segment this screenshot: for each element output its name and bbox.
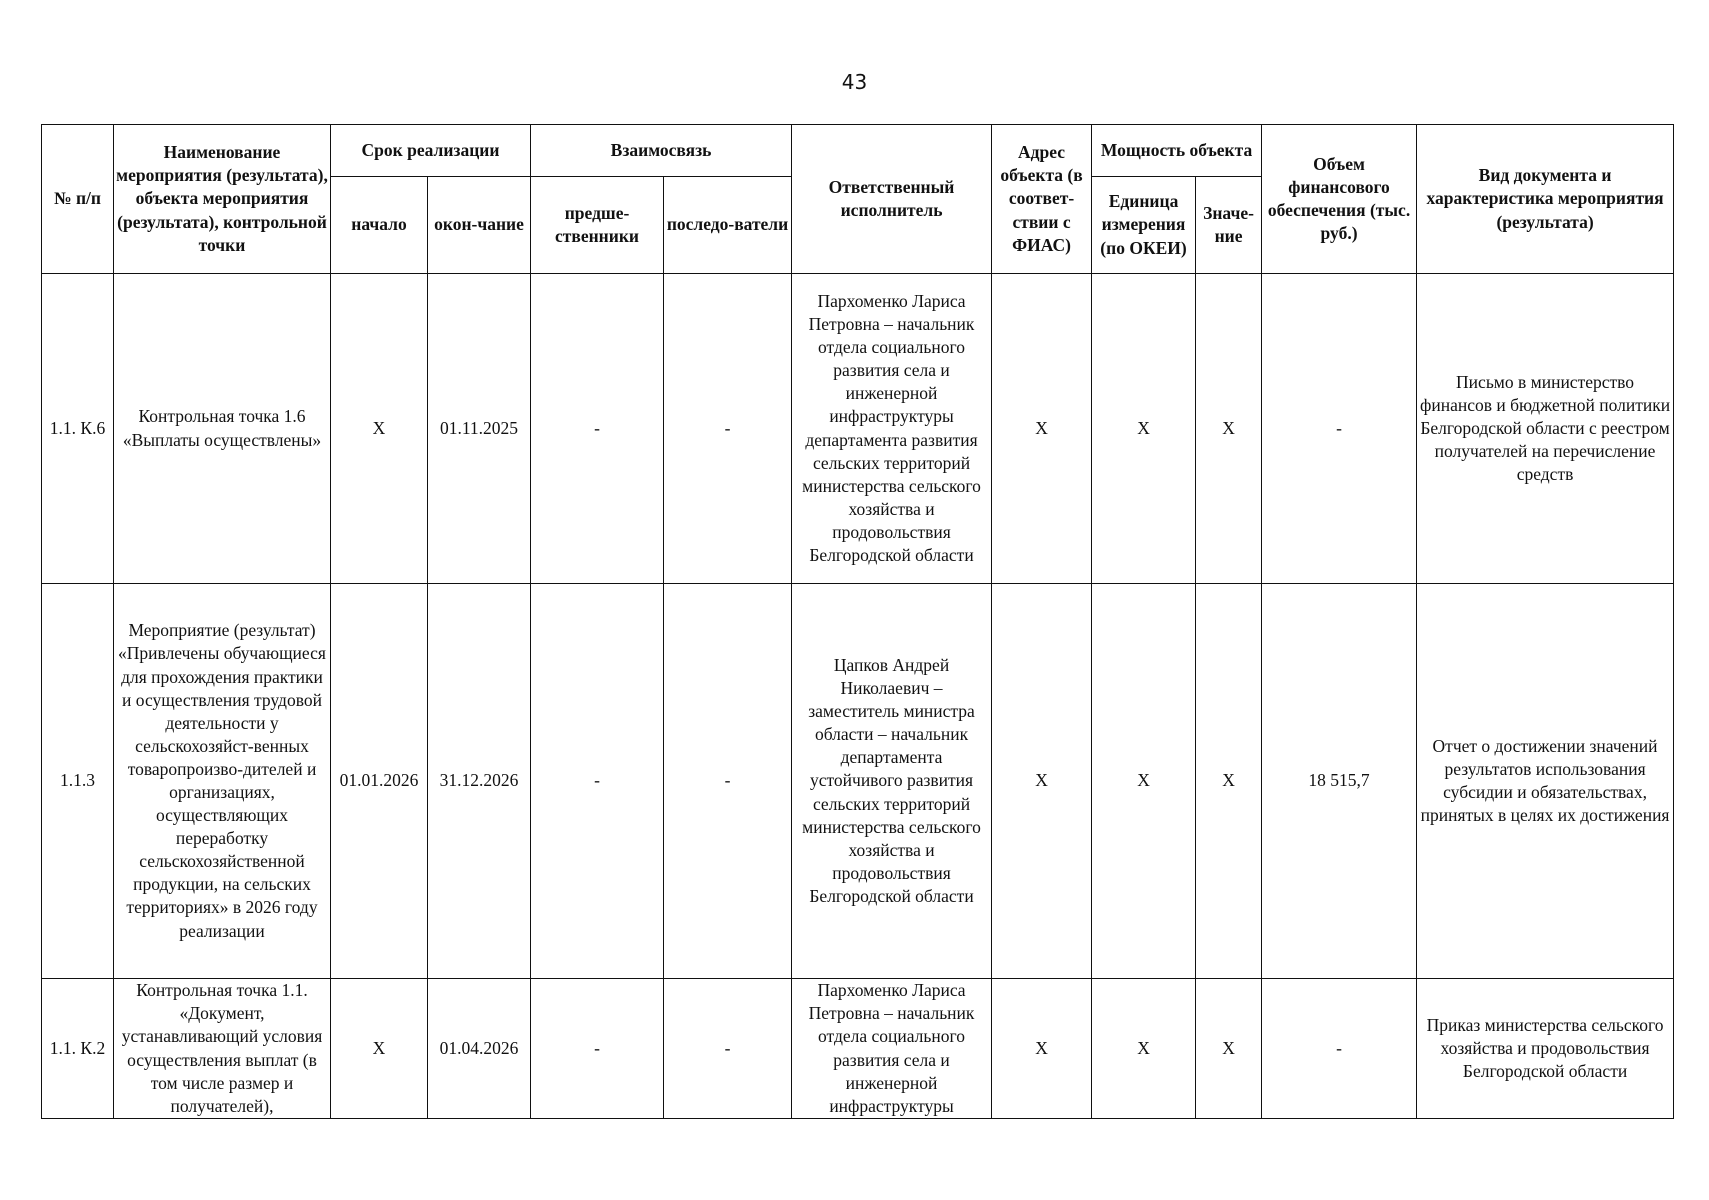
header-doc-type: Вид документа и характеристика мероприятия (результата) [1417, 125, 1674, 274]
row-start: X [331, 979, 428, 1119]
header-term-end: окон-чание [428, 177, 531, 274]
row-finance: - [1262, 979, 1417, 1119]
row-doc: Письмо в министерство финансов и бюджетной политики Белгородской области с реестром получателей на перечисление средств [1417, 274, 1674, 584]
row-num: 1.1. К.6 [42, 274, 114, 584]
row-unit: X [1092, 979, 1196, 1119]
row-prev: - [531, 274, 664, 584]
header-term: Срок реализации [331, 125, 531, 177]
header-num: № п/п [42, 125, 114, 274]
row-executor: Пархоменко Лариса Петровна – начальник отдела социального развития села и инженерной инфраструктуры [792, 979, 992, 1119]
page-number: 43 [841, 70, 868, 94]
row-executor: Цапков Андрей Николаевич – заместитель министра области – начальник департамента устойчивого развития сельских территорий министерства сельского хозяйства и продовольствия Белгородской области [792, 584, 992, 979]
row-doc: Приказ министерства сельского хозяйства и продовольствия Белгородской области [1417, 979, 1674, 1119]
row-num: 1.1. К.2 [42, 979, 114, 1119]
row-num: 1.1.3 [42, 584, 114, 979]
header-executor: Ответственный исполнитель [792, 125, 992, 274]
header-link-prev: предше-ственники [531, 177, 664, 274]
header-address: Адрес объекта (в соответ-ствии с ФИАС) [992, 125, 1092, 274]
row-executor: Пархоменко Лариса Петровна – начальник отдела социального развития села и инженерной инфраструктуры департамента развития сельских территорий министерства сельского хозяйства и продовольствия Белгородской области [792, 274, 992, 584]
row-prev: - [531, 584, 664, 979]
row-value: X [1196, 584, 1262, 979]
table-row [42, 584, 1674, 979]
table-row [42, 979, 1674, 1119]
row-name: Мероприятие (результат) «Привлечены обучающиеся для прохождения практики и осуществления трудовой деятельности у сельскохозяйст-венных товаропроизво-дителей и организациях, осуществляющих переработку сельскохозяйственной продукции, на сельских территориях» в 2026 году реализации [114, 584, 331, 979]
row-address: X [992, 274, 1092, 584]
row-unit: X [1092, 584, 1196, 979]
header-row-1 [42, 125, 1674, 177]
row-address: X [992, 584, 1092, 979]
header-term-start: начало [331, 177, 428, 274]
table-row [42, 274, 1674, 584]
header-link: Взаимосвязь [531, 125, 792, 177]
row-value: X [1196, 274, 1262, 584]
plan-table [41, 124, 1674, 1119]
header-name: Наименование мероприятия (результата), объекта мероприятия (результата), контрольной точки [114, 125, 331, 274]
row-name: Контрольная точка 1.1. «Документ, устанавливающий условия осуществления выплат (в том числе размер и получателей), [114, 979, 331, 1119]
row-prev: - [531, 979, 664, 1119]
row-next: - [664, 274, 792, 584]
row-next: - [664, 584, 792, 979]
row-start: X [331, 274, 428, 584]
header-finance: Объем финансового обеспечения (тыс. руб.) [1262, 125, 1417, 274]
row-end: 31.12.2026 [428, 584, 531, 979]
row-next: - [664, 979, 792, 1119]
row-doc: Отчет о достижении значений результатов использования субсидии и обязательствах, принятых в целях их достижения [1417, 584, 1674, 979]
row-start: 01.01.2026 [331, 584, 428, 979]
row-address: X [992, 979, 1092, 1119]
row-finance: - [1262, 274, 1417, 584]
row-name: Контрольная точка 1.6 «Выплаты осуществлены» [114, 274, 331, 584]
row-end: 01.04.2026 [428, 979, 531, 1119]
row-value: X [1196, 979, 1262, 1119]
row-end: 01.11.2025 [428, 274, 531, 584]
header-capacity-unit: Единица измерения (по ОКЕИ) [1092, 177, 1196, 274]
header-link-next: последо-ватели [664, 177, 792, 274]
header-capacity-value: Значе-ние [1196, 177, 1262, 274]
row-unit: X [1092, 274, 1196, 584]
header-capacity: Мощность объекта [1092, 125, 1262, 177]
row-finance: 18 515,7 [1262, 584, 1417, 979]
